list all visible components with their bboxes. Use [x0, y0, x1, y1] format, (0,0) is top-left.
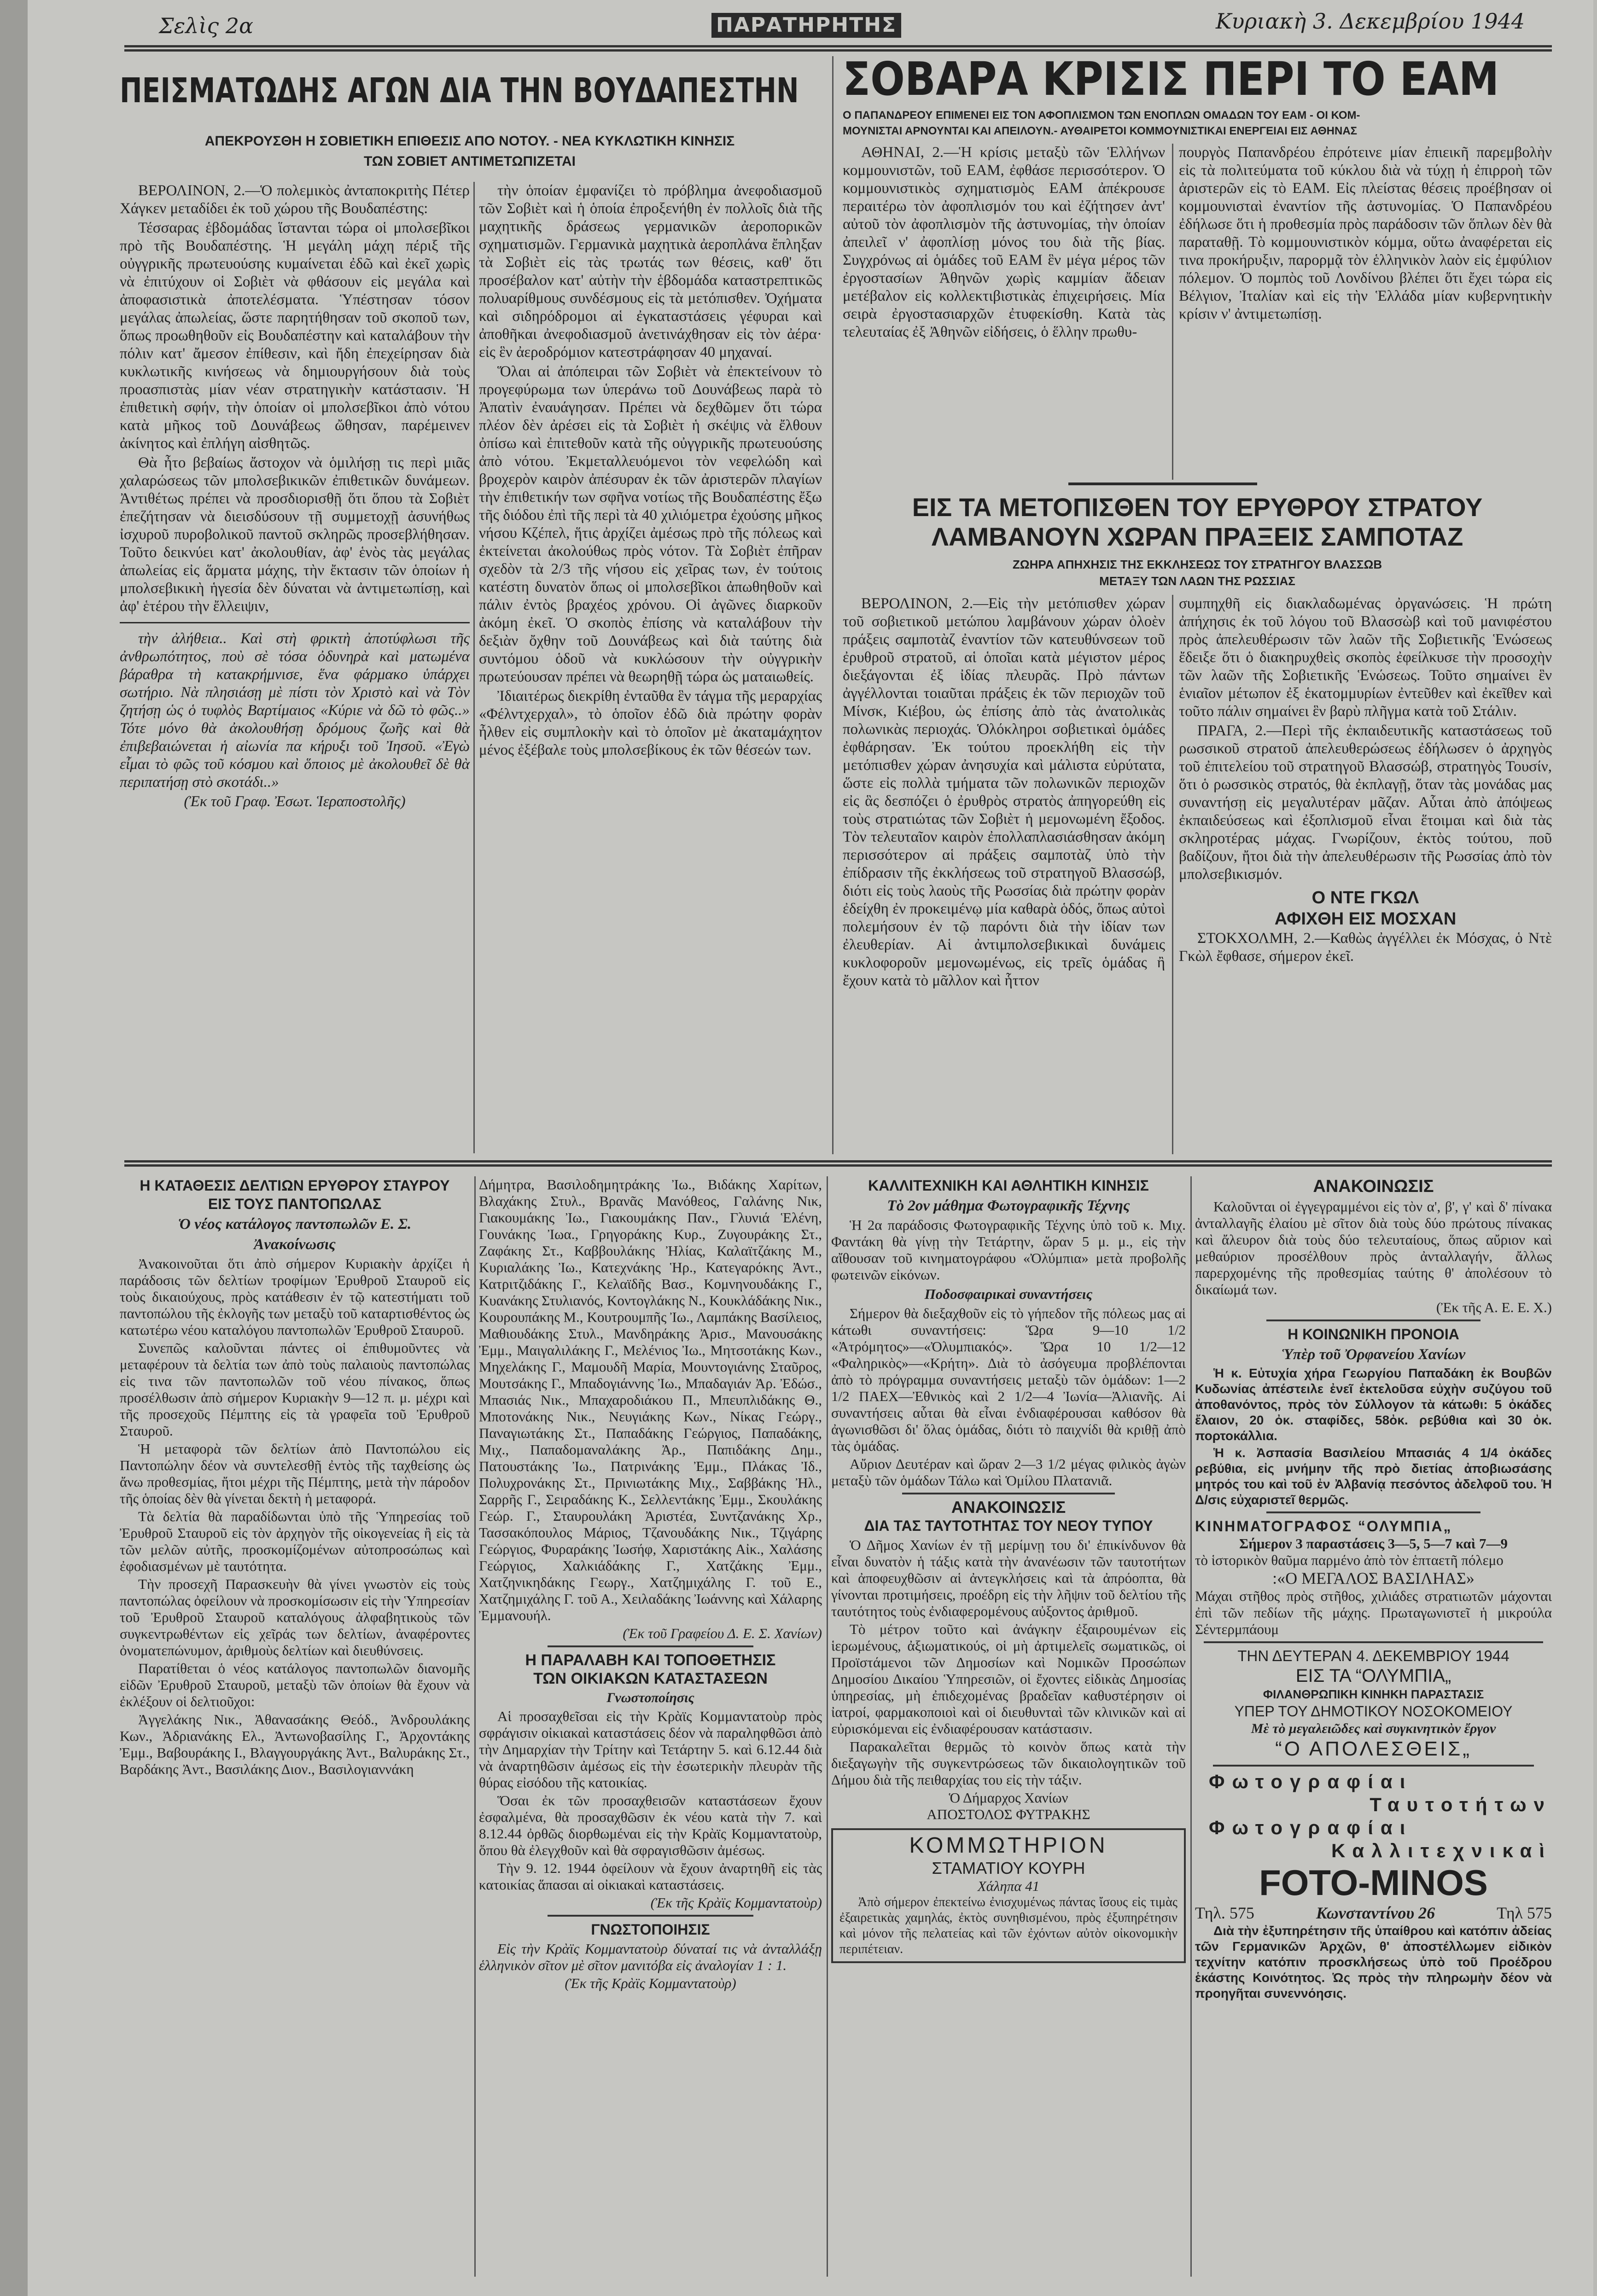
- degaulle-headline: Ο ΝΤΕ ΓΚΩΛ: [1311, 888, 1419, 907]
- eam-column-2: [1179, 144, 1552, 325]
- welfare-kicker: Ὑπὲρ τοῦ Ὀρφανείου Χανίων: [1281, 1346, 1466, 1363]
- eam-column-1: [843, 144, 1165, 343]
- page-number: Σελὶς 2α: [159, 13, 254, 38]
- paragraph: Ἡ κ. Ἀσπασία Βασιλείου Μπασιάς 4 1/4 ὀκάδες ρεβύθια, εἰς μνήμην τῆς πρὸ διετίας ἀποβιωσάσης μητρός του καὶ τοῦ ἐν Ἀλβανίᾳ πεσόντος ἀδελφοῦ του. Ἡ Δ/σις εὐχαριστεῖ θερμῶς.: [1195, 1446, 1552, 1507]
- foto-line: Ταυτοτήτων: [1370, 1794, 1552, 1815]
- houses-headline: Η ΠΑΡΑΛΑΒΗ ΚΑΙ ΤΟΠΟΘΕΤΗΣΙΣ: [525, 1651, 776, 1669]
- sabotage-subhead-line: ΖΩΗΡΑ ΑΠΗΧΗΣΙΣ ΤΗΣ ΕΚΚΛΗΣΕΩΣ ΤΟΥ ΣΤΡΑΤΗΓΟΥ ΒΛΑΣΣΩΒ: [1012, 558, 1382, 571]
- foto-line: Καλλιτεχνικαὶ: [1331, 1840, 1552, 1861]
- paragraph: Αἱ προσαχθεῖσαι εἰς τὴν Κρὰϊς Κομμαντατοὺρ πρὸς σφράγισιν οἰκιακαὶ καταστάσεις δέον νὰ παραληφθῶσι ἀπὸ τὴν Δημαρχίαν τὴν Τρίτην καὶ Τετάρτην 5. καὶ 6.12.44 διὰ νὰ ἀναρτηθῶσιν ἀμέσως εἰς τὴν ἐσωτερικὴν πλευρὰν τῆς θύρας εἰσόδου τῆς κατοικίας.: [479, 1708, 822, 1790]
- foto-address: Κωνσταντίνου 26: [1316, 1904, 1435, 1922]
- welfare-headline: Η ΚΟΙΝΩΝΙΚΗ ΠΡΟΝΟΙΑ: [1288, 1326, 1459, 1343]
- column-rule: [1172, 595, 1173, 1154]
- foto-brand: FOTO-MINOS: [1259, 1862, 1488, 1903]
- paragraph: Καλοῦνται οἱ ἐγγεγραμμένοι εἰς τὸν α', β', γ' καὶ δ' πίνακα ἀνταλλαγῆς ἐλαίου μὲ σῖτον διὰ τοὺς δύο πρώτους πίνακας καὶ ἄλευρον διὰ τοὺς δύο τελευταίους, ὅπως αὔριον καὶ μεθαύριον προσέλθουν πρὸς ἀνταλλαγήν, ἄλλως παρερχομένης τῆς προθεσμίας ταύτης θ' ἀπολέσουν τὸ δικαίωμά των.: [1195, 1198, 1552, 1297]
- divider: [1068, 482, 1257, 485]
- redcross-headline: ΕΙΣ ΤΟΥΣ ΠΑΝΤΟΠΩΛΑΣ: [208, 1196, 382, 1212]
- eam-subhead-line: ΜΟΥΝΙΣΤΑΙ ΑΡΝΟΥΝΤΑΙ ΚΑΙ ΑΠΕΙΛΟΥΝ.- ΑΥΘΑΙΡΕΤΟΙ ΚΟΜΜΟΥΝΙΣΤΙΚΑΙ ΕΝΕΡΓΕΙΑΙ ΕΙΣ ΑΘΗΝΑΣ: [843, 125, 1358, 137]
- foto-text: Διὰ τὴν ἐξυπηρέτησιν τῆς ὑπαίθρου καὶ κατόπιν ἀδείας τῶν Γερμανικῶν Ἀρχῶν, θ' ἀποστέλλωμεν εἰδικὸν τεχνίτην κατόπιν προσκλήσεως ὑπὸ τοῦ Προέδρου ἑκάστης Κοινότητος. Ὡς πρὸς τὴν πληρωμὴν δέον νὰ προηγῆται συνεννόησις.: [1195, 1924, 1552, 2000]
- column-rule: [832, 56, 833, 1154]
- paragraph: Ἰδιαιτέρως διεκρίθη ἐνταῦθα ἓν τάγμα τῆς μεραρχίας «Φέλντχερχαλ», τὸ ὁποῖον ἐδῶ διὰ πρώτην φορὰν ἦλθεν εἰς συμπλοκὴν καὶ τὸ ὁποῖον μὲ ἀκαταμάχητον μένος ἐξέβαλε τοὺς μπολσεβίκους ἐκ τῶν θέσεών των.: [479, 688, 822, 758]
- foto-line: Φωτογραφίαι: [1209, 1817, 1413, 1838]
- eam-subhead: [843, 108, 1552, 139]
- houses-source: (Ἐκ τῆς Κρὰϊς Κομμαντατοὺρ): [650, 1895, 822, 1911]
- budapest-subhead-line: ΤΩΝ ΣΟΒΙΕΤ ΑΝΤΙΜΕΤΩΠΙΖΕΤΑΙ: [364, 154, 576, 169]
- redcross-article: [120, 1176, 470, 1779]
- column-rule: [474, 1176, 476, 2277]
- grocer-list-source: (Ἐκ τοῦ Γραφείου Δ. Ε. Σ. Χανίων): [623, 1625, 822, 1641]
- charity-work-label: Μὲ τὸ μεγαλειῶδες καὶ συγκινητικὸν ἔργον: [1251, 1721, 1496, 1736]
- column-rule: [827, 1176, 828, 2277]
- sabotage-headline-line: ΛΑΜΒΑΝΟΥΝ ΧΩΡΑΝ ΠΡΑΞΕΙΣ ΣΑΜΠΟΤΑΖ: [931, 522, 1463, 551]
- arts-kicker: Τὸ 2ον μάθημα Φωτογραφικῆς Τέχνης: [887, 1197, 1130, 1214]
- sabotage-headline: [843, 493, 1552, 552]
- redcross-headline: Η ΚΑΤΑΘΕΣΙΣ ΔΕΛΤΙΩΝ ΕΡΥΘΡΟΥ ΣΤΑΥΡΟΥ: [140, 1177, 450, 1194]
- charity-event: ΦΙΛΑΝΘΡΩΠΙΚΗ ΚΙΝΗΚΗ ΠΑΡΑΣΤΑΣΙΣ: [1263, 1687, 1484, 1701]
- arts-label: Ποδοσφαιρικαὶ συναντήσεις: [924, 1286, 1093, 1302]
- paragraph: Ἡ κ. Εὐτυχία χήρα Γεωργίου Παπαδάκη ἐκ Βουβῶν Κυδωνίας ἀπέστειλε ἐνεῖ ἐκτελοῦσα εὐχὴν συζύγου τοῦ ἀποθανόντος, πρὸς τὸν Σύλλογον τὰ κάτωθι: 5 ὀκάδες ἔλαιον, 20 ὀκ. σταφίδες, 58ὀκ. ρεβύθια καὶ 30 ὀκ. πορτοκάλλια.: [1195, 1366, 1552, 1443]
- paragraph: Τὴν προσεχῆ Παρασκευὴν θὰ γίνει γνωστὸν εἰς τοὺς παντοπώλας ὀφείλουν νὰ προσκομίσωσιν εἰς τὴν Ὑπηρεσίαν τοῦ Ἐρυθροῦ Σταυροῦ καταλόγους ἀλφαβητικοὺς τῶν συγκεντρωθέντων εἰς χεῖράς των δελτίων, ἀναφέροντες ὀνοματεπώνυμον, ἀριθμοὺς δελτίων καὶ διευθύνσεις.: [120, 1576, 470, 1658]
- ids-headline: ΑΝΑΚΟΙΝΩΣΙΣ: [951, 1498, 1066, 1517]
- notice2-source: (Ἐκ τῆς Κρὰϊς Κομμαντατοὺρ): [565, 1975, 736, 1991]
- paragraph: Ὅλαι αἱ ἀπόπειραι τῶν Σοβιὲτ νὰ ἐπεκτείνουν τὸ προγεφύρωμα των ὑπεράνω τοῦ Δουνάβεως παρὰ τὸ Ἀπατὶν ἐναυάγησαν. Πρέπει νὰ δεχθῶμεν ὅτι τώρα πλέον δὲν ἀρέσει εἰς τὰ Σοβιὲτ ἡ σκέψις νὰ ἔλθουν ὀπίσω καὶ ἐπιτεθοῦν κατὰ τῆς οὐγγρικῆς πρωτευούσης ἀπὸ νότου. Ἐκμεταλλευόμενοι τὸν νεφελώδη καὶ βροχερὸν καιρὸν ἀπέσυραν ἐκ τῶν ἀριστερῶν πλαγίων τὴν ἐπιθετικήν των σφῆνα νοτίως τῆς Βουδαπέστης ἔξω τῆς διόδου ἐπὶ τῆς περὶ τὰ 40 χιλιόμετρα ἐχούσης μῆκος νήσου Κζέπελ, ἥτις ἀρχίζει ἀμέσως πρὸ τῆς πόλεως καὶ ἐκτείνεται ἀκολούθως πρὸς νότον. Τὰ Σοβιὲτ ἐπῆραν σχεδὸν τὰ 2/3 τῆς νήσου εἰς χεῖρας των, ἐν τούτοις κατέστη δυνατὸν ὅπως οἱ μπολσεβῖκοι ἀπωθηθοῦν καὶ πάλιν ἐντὸς βραχέος χρόνου. Οἱ ἀγῶνες διαρκοῦν ἀκόμη ἐκεῖ. Ὁ σκοπὸς ἐπίσης νὰ καταλάβουν τὴν δεξιὰν ὄχθην τοῦ Δουνάβεως καὶ διὰ ταύτης διὰ συντόμου ὁδοῦ νὰ κυκλώσουν τὴν οὐγγρικὴν πρωτεύουσαν πρέπει νὰ θεωρηθῇ τώρα ὡς ματαιωθείς.: [479, 363, 822, 685]
- page-edge: [0, 0, 28, 2296]
- bottom-column-2: [479, 1176, 822, 1992]
- section-rule: [124, 1160, 1552, 1167]
- divider: [902, 1493, 1115, 1494]
- paragraph: ΒΕΡΟΛΙΝΟΝ, 2.—Ὁ πολεμικὸς ἀνταποκριτὴς Πέτερ Χάγκεν μεταδίδει ἐκ τοῦ χώρου τῆς Βουδαπέστης:: [120, 182, 470, 217]
- divider: [1266, 1511, 1480, 1513]
- foto-line: Φωτογραφίαι: [1209, 1771, 1413, 1792]
- notice2-headline: ΓΝΩΣΤΟΠΟΙΗΣΙΣ: [591, 1921, 710, 1938]
- budapest-subhead-line: ΑΠΕΚΡΟΥΣΘΗ Η ΣΟΒΙΕΤΙΚΗ ΕΠΙΘΕΣΙΣ ΑΠΟ ΝΟΤΟΥ. - ΝΕΑ ΚΥΚΛΩΤΙΚΗ ΚΙΝΗΣΙΣ: [204, 134, 735, 149]
- sermon-text: τὴν ἀλήθεια.. Καὶ στὴ φρικτὴ ἀποτύφλωσι τῆς ἀνθρωπότητος, ποὺ σὲ τόσα ὀδυνηρὰ καὶ ματωμένα βάραθρα τὴ κατακρήμνισε, ἕνα φάρμακο ὑπάρχει σωτήριο. Νὰ πλησιάσῃ μὲ πίστι τὸν Χριστὸ καὶ νὰ Τὸν ζητήσῃ ὡς ὁ τυφλὸς Βαρτίμαιος «Κύριε νὰ δῶ τὸ φῶς..» Τότε μόνο θὰ ἀκολουθήσῃ δρόμους ζωῆς καὶ θὰ ἐπιβεβαιώνεται ἡ αἰωνία πα κήρυξι τοῦ Ἰησοῦ. «Ἐγὼ εἶμαι τὸ φῶς τοῦ κόσμου καὶ ὅποιος μὲ ἀκολουθεῖ δὲ θὰ περιπατήσῃ στὸ σκοτάδι..»: [120, 630, 470, 791]
- budapest-subhead: [120, 131, 820, 172]
- eam-headline: ΣΟΒΑΡΑ ΚΡΙΣΙΣ ΠΕΡΙ ΤΟ ΕΑΜ: [843, 52, 1499, 106]
- paragraph: τὴν ὁποίαν ἐμφανίζει τὸ πρόβλημα ἀνεφοδιασμοῦ τῶν Σοβιὲτ καὶ ἡ ὁποία ἐπροξενήθη ἐν πολλοῖς διὰ τῆς μαχητικῆς δράσεως γερμανικῶν ἀεροπορικῶν σχηματισμῶν. Γερμανικὰ μαχητικὰ ἀεροπλάνα ἔπληξαν τὰ Σοβιὲτ εἰς τὰς τρωτάς των θέσεις, καθ' ὅτι προσέβαλον κατ' αὐτὴν τὴν ἑβδομάδα καταστρεπτικῶς πολυαρίθμους συνδέσμους εἰς τὰ μετόπισθεν. Ὀχήματα καὶ σιδηρόδρομοι αἱ ἐγκαταστάσεις γέφυραι καὶ ἀποθῆκαι ἀνεφοδιασμοῦ ἀνετινάχθησαν εἰς τὸν ἀέρα· εἰς ἓν ἀεροδρόμιον κατεστράφησαν 40 μηχαναί.: [479, 182, 822, 360]
- ids-signature: Ὁ Δήμαρχος Χανίων: [949, 1790, 1068, 1806]
- cinema-shows: Σήμερον 3 παραστάσεις 3—5, 5—7 καὶ 7—9: [1239, 1535, 1508, 1552]
- sabotage-subhead-line: ΜΕΤΑΞΥ ΤΩΝ ΛΑΩΝ ΤΗΣ ΡΩΣΣΙΑΣ: [1099, 574, 1295, 588]
- paragraph: ΠΡΑΓΑ, 2.—Περὶ τῆς ἐκπαιδευτικῆς καταστάσεως τοῦ ρωσσικοῦ στρατοῦ ἀπελευθερώσεως ἐδήλωσεν ὁ ἀρχηγὸς τοῦ ἐπιτελείου τοῦ στρατηγοῦ Βλασσώβ, στρατηγὸς Τουσίν, ὅτι ὁ ρωσσικὸς στρατός, θὰ ἐκπλαγῇ, ὅταν τὰς μονάδας μας συναντήσῃ εἰς μεγαλυτέραν μᾶζαν. Αὗται ἀπὸ ἀπόψεως ἐκπαιδεύσεως καὶ ἐξοπλισμοῦ εἶναι ἕτοιμαι καὶ διὰ τὰς σκληροτέρας μάχας. Γνωρίζουν, ἐκτὸς τούτου, ποῦ βαδίζουν, ἤτοι διὰ τὴν ἀπελευθέρωσιν τῆς Ρωσσίας ἀπὸ τὸν μπολσεβικισμόν.: [1179, 722, 1552, 883]
- divider: [1266, 1319, 1480, 1321]
- salon-owner: ΣΤΑΜΑΤΙΟΥ ΚΟΥΡΗ: [932, 1859, 1085, 1877]
- divider: [548, 1915, 753, 1917]
- salon-text: Ἀπὸ σήμερον ἐπεκτείνω ἐνισχυμένως πάντας ἴσους εἰς τιμὰς ἐξαιρετικὰς χαμηλάς, ἐκτὸς συνηθισμένου, πρὸς ἐξυπηρέτησιν καὶ μόνον τῆς πελατείας καὶ τῶν ἐχόντων αὐτὸν οἰκονομικὴν περιπέτειαν.: [839, 1895, 1177, 1956]
- charity-date: ΤΗΝ ΔΕΥΤΕΡΑΝ 4. ΔΕΚΕΜΒΡΙΟΥ 1944: [1237, 1647, 1510, 1664]
- cinema-description: τὸ ἱστορικὸν θαῦμα παρμένο ἀπὸ τὸν ἑπταετῆ πόλεμο: [1195, 1552, 1504, 1568]
- paragraph: Συνεπῶς καλοῦνται πάντες οἱ ἐπιθυμοῦντες νὰ μεταφέρουν τὰ δελτία των ἀπὸ τοὺς παλαιοὺς παντοπώλας εἰς τινα τῶν παντοπωλῶν τοῦ νέου πίνακος, ὅπως προσέλθωσιν ἀπὸ σήμερον Κυριακὴν 9—12 π. μ. μέχρι καὶ τῆς προσεχοῦς Πέμπτης εἰς τὰ γραφεῖα τοῦ Ἐρυθροῦ Σταυροῦ.: [120, 1340, 470, 1439]
- newspaper-title: ΠΑΡΑΤΗΡΗΤΗΣ: [711, 13, 901, 38]
- grocer-list: Δήμητρα, Βασιλοδημητράκης Ἰω., Βιδάκης Χαρίτων, Βλαχάκης Στυλ., Βρανᾶς Μανόθεος, Γαλάνης Νικ, Γιακουμάκης Ἰω., Γιακουμάκης Παν., Γλυνιά Ἑλένη, Γουνάκης Ἰωα., Γρηγοράκης Κυρ., Ζυγουράκης Στ., Ζαφάκης Στ., Καββουλάκης Ἠλίας, Καλαϊτζάκης Μ., Κυριαλάκης Ἰω., Κατεχνάκης Ἡρ., Κατεγαρόκης Ἀντ., Κατριτζιδάκης Γ., Κελαϊδῆς Βασ., Κομνηνουδάκης Γ., Κυανάκης Στυλιανός, Κοντογλάκης Ν., Κουκλάδάκης Νικ., Κουρουπάκης Μ., Κουτρουμπῆς Ἰω., Λαμπάκης Βασίλειος, Μαθιουδάκης Στυλ., Μανδηράκης Ἀρισ., Μανουσάκης Ἐμμ., Μαιγαλιλάκης Γ., Μελένιος Ἰω., Μητσοτάκης Κων., Μηχελάκης Γ., Μαμουδῆ Μαρία, Μουντογιάνης Σταῦρος, Μουτσάκης Γ., Μπαδογιάννης Ἰω., Μπαδαγιάν Ἀρ. Ἐδώσ., Μπασιάς Νικ., Μπαχαροδιάκου Π., Μπευπλιδάκης Θ., Μποτονάκης Νικ., Νευγιάκης Κων., Νίκας Γεώργ., Παναγιωτάκης Στ., Παπαδάκης Γεώργιος, Παπαδάκης, Μιχ., Παπαδομαναλάκης Ἀρ., Παπιδάκης Δημ., Πατουστάκης Ἰω., Πατρινάκης Ἐμμ., Πλάκας Ἰδ., Πολυχρονάκης Στ., Πρινιωτάκης Μιχ., Σαββάκης Ἠλ., Σαρρῆς Γ., Σειραδάκης Κ., Σελλεντάκης Ἐμμ., Σκουλάκης Γεώρ. Γ., Σταυρουλάκη Ἀριστέα, Συντζανάκης Χρ., Τασσακόπουλος Μάριος, Τζανουδάκης Νικ., Τζιγάρης Γεώργιος, Φυραράκης Ἰωσήφ, Χαριστάκης Αἰκ., Χαλάσης Γεώργιος, Χαλκιάδάκης Γ., Χατζάκης Ἐμμ., Χατζηνικηδάκης Γεωργ., Χατζημιχάλης Γ. τοῦ Ε., Χατζημιχάλης Γ. τοῦ Α., Χειλαδάκης Ἰωάννης καὶ Χάλαρης Ἐμμανουήλ.: [479, 1176, 822, 1623]
- paragraph: Σήμερον θὰ διεξαχθοῦν εἰς τὸ γήπεδον τῆς πόλεως μας αἱ κάτωθι συναντήσεις: Ὥρα 9—10 1/2 «Ἀτρόμητος»—«Ὀλυμπιακός». Ὥρα 10 1/2—12 «Φαληρικὸς»—«Κρήτη». Διὰ τὸ ἀσόγευμα προβλέπονται ἀπὸ τὸ πρόγραμμα συναντήσεις μεταξὺ τῶν ὁμάδων: 1—2 1/2 ΠΑΕΧ—Ἐθνικὸς καὶ 2 1/2—4 Ἰωνία—Ἀλιανῆς. Αἱ συναντήσεις αὗται θὰ εἶναι ἐνδιαφέρουσαι καθόσον θὰ ἀγωνισθῶσι δι' ὅλας ὁμάδας, διότι τὸ παιχνίδι θὰ κριθῇ ἀπὸ τὰς ὁμάδας.: [831, 1305, 1186, 1454]
- sermon-source: (Ἐκ τοῦ Γραφ. Ἐσωτ. Ἱεραποστολῆς): [184, 793, 406, 810]
- column-rule: [1190, 1176, 1192, 2277]
- masthead-rule: [124, 45, 1552, 52]
- degaulle-headline: ΑΦΙΧΘΗ ΕΙΣ ΜΟΣΧΑΝ: [1274, 909, 1457, 929]
- cinema-film: :«Ο ΜΕΓΑΛΟΣ ΒΑΣΙΛΗΑΣ»: [1272, 1569, 1475, 1587]
- eam-subhead-line: Ο ΠΑΠΑΝΔΡΕΟΥ ΕΠΙΜΕΝΕΙ ΕΙΣ ΤΟΝ ΑΦΟΠΛΙΣΜΟΝ ΤΩΝ ΕΝΟΠΛΩΝ ΟΜΑΔΩΝ ΤΟΥ ΕΑΜ - ΟΙ ΚΟΜ-: [843, 109, 1360, 122]
- budapest-headline: ΠΕΙΣΜΑΤΩΔΗΣ ΑΓΩΝ ΔΙΑ ΤΗΝ ΒΟΥΔΑΠΕΣΤΗΝ: [120, 70, 799, 110]
- redcross-label: Ἀνακοίνωσις: [254, 1236, 336, 1253]
- sabotage-column-1: [843, 595, 1165, 991]
- sermon-excerpt: [120, 630, 470, 811]
- paragraph: Παρατίθεται ὁ νέος κατάλογος παντοπωλῶν διανομῆς εἰδῶν Ἐρυθροῦ Σταυροῦ, μεταξὺ τῶν ὁποίων θὰ ἔχουν νὰ ἐκλέξουν οἱ δελτιοῦχοι:: [120, 1660, 470, 1709]
- foto-phone: Τηλ. 575: [1195, 1904, 1254, 1922]
- paragraph: πουργὸς Παπανδρέου ἐπρότεινε μίαν ἐπιεικῆ παρεμβολὴν εἰς τὰ πολιτεύματα τοῦ κύκλου διὰ νὰ τύχῃ ἡ ἐπιρροὴ τῶν ἀριστερῶν εἰς τὸ ΕΑΜ. Εἰς πλείστας θέσεις προέβησαν οἱ κομμουνισταὶ ἐναντίον τῆς ἀστυνομίας. Ὁ Παπανδρέου ἐδήλωσε ὅτι ἡ προθεσμία πρὸς παράδοσιν τῶν ὅπλων δὲν θὰ παραταθῇ. Τὸ κομμουνιστικὸν κόμμα, οὕτω ἀναφέρεται εἰς τινα προκήρυξιν, παρορμᾷ τὸν ἑλληνικὸν λαὸν εἰς ἐμφύλιον πόλεμον. Ὁ πομπὸς τοῦ Λονδίνου βλέπει ὅτι ἔχει τώρα εἰς Βέλγιον, Ἰταλίαν καὶ εἰς τὴν Ἑλλάδα μίαν κυβερνητικὴν κρίσιν ν' ἀντιμετωπίσῃ.: [1179, 144, 1552, 322]
- degaulle-article: [1179, 887, 1552, 965]
- paragraph: Ἡ 2α παράδοσις Φωτογραφικῆς Τέχνης ὑπὸ τοῦ κ. Μιχ. Φαντάκη θὰ γίνῃ τὴν Τετάρτην, ὥραν 5 μ. μ., εἰς τὴν αἴθουσαν τοῦ κινηματογράφου «Ὀλύμπια» μετὰ προβολῆς φωτεινῶν εἰκόνων.: [831, 1217, 1186, 1283]
- announcements-source: (Ἐκ τῆς Α. Ε. Ε. Χ.): [1436, 1299, 1552, 1315]
- paragraph: Τὸ μέτρον τοῦτο καὶ ἀνάγκην ἐξαιρουμένων εἰς ἱερωμένους, ἀξιωματικούς, οἱ μὴ ἀρτιμελεῖς σωματικῶς, οἱ Προϊστάμενοι τῶν Δημοσίων καὶ Νομικῶν Προσώπων Δημοσίου Δικαίου Ὑπηρεσιῶν, οἱ ἔχοντες εἰδικὰς Δημοσίας ὑπηρεσίας, μὴ ἐπιδεχομένας βραδεῖαν καθυστέρησιν οἱ ἰατροί, φαρμακοποιοὶ καὶ οἱ διευθυνταὶ τῶν κλινικῶν καὶ αἱ εὐρισκόμεναι εἰς ἐνδιαφέρουσαν κατάστασιν.: [831, 1621, 1186, 1737]
- bottom-column-3: [831, 1176, 1186, 1963]
- paragraph: Αὔριον Δευτέραν καὶ ὥραν 2—3 1/2 μέγας φιλικὸς ἀγὼν μεταξὺ τῶν ὁμάδων Τάλω καὶ Ὁμίλου Πλατανιᾶ.: [831, 1456, 1186, 1488]
- budapest-column-2: [479, 182, 822, 761]
- paragraph: Ἀνακοινοῦται ὅτι ἀπὸ σήμερον Κυριακὴν ἀρχίζει ἡ παράδοσις τῶν δελτίων τροφίμων Ἐρυθροῦ Σταυροῦ εἰς τοὺς δικαιούχους, πρὸς κατάθεσιν ἐν τῷ κατεστήματι τοῦ παντοπώλου τῆς ἐκλογῆς των μεταξὺ τοῦ καταρτισθέντος ὡς κατωτέρω νέου καταλόγου παντοπωλῶν Ἐρυθροῦ Σταυροῦ.: [120, 1256, 470, 1338]
- sabotage-headline-line: ΕΙΣ ΤΑ ΜΕΤΟΠΙΣΘΕΝ ΤΟΥ ΕΡΥΘΡΟΥ ΣΤΡΑΤΟΥ: [912, 493, 1483, 522]
- degaulle-text: ΣΤΟΚΧΟΛΜΗ, 2.—Καθὼς ἀγγέλλει ἐκ Μόσχας, ὁ Ντὲ Γκὼλ ἔφθασε, σήμερον ἐκεῖ.: [1179, 930, 1552, 965]
- divider: [1213, 1765, 1534, 1767]
- column-rule: [1172, 144, 1173, 480]
- sabotage-column-2: [1179, 595, 1552, 967]
- paragraph: Τὴν 9. 12. 1944 ὀφείλουν νὰ ἔχουν ἀναρτηθῆ εἰς τὰς κατοικίας ἅπασαι αἱ οἰκιακαὶ καταστάσεις.: [479, 1860, 822, 1893]
- salon-address: Χάληπα 41: [977, 1878, 1040, 1894]
- foto-phone: Τηλ 575: [1497, 1904, 1552, 1922]
- cinema-description-2: Μάχαι στῆθος πρὸς στῆθος, χιλιάδες στρατιωτῶν μάχονται ἐπὶ τῶν πεδίων τῆς μάχης. Πρωταγωνιστεῖ ἡ μικρούλα Σέντερμπάουμ: [1195, 1588, 1552, 1637]
- announcements-headline: ΑΝΑΚΟΙΝΩΣΙΣ: [1313, 1177, 1434, 1196]
- sabotage-subhead: [843, 556, 1552, 589]
- bottom-column-4: [1195, 1176, 1552, 2003]
- cinema-headline: ΚΙΝΗΜΑΤΟΓΡΑΦΟΣ “ΟΛΥΜΠΙΑ„: [1195, 1518, 1452, 1535]
- divider: [1204, 1641, 1543, 1643]
- paragraph: Τέσσαρας ἑβδομάδας ἵστανται τώρα οἱ μπολσεβῖκοι πρὸ τῆς Βουδαπέστης. Ἡ μεγάλη μάχη πέριξ τῆς οὐγγρικῆς πρωτευούσης κυμαίνεται ἐδῶ καὶ ἐκεῖ χωρὶς νὰ ἐπιτύχουν οἱ Σοβιὲτ νὰ φθάσουν εἰς μεγάλα καὶ ἀποφασιστικὰ ἀποτελέσματα. Ὑπέστησαν τόσον μεγάλας ἀπωλείας, ὥστε παρητήθησαν τοῦ σκοποῦ των, ὅπως προωθηθοῦν εἰς Βουδαπέστην καὶ καταλάβουν τὴν πόλιν κατ' ἄμεσον ἐπίθεσιν, καὶ ἤδη ἐπεχείρησαν διὰ κυκλωτικῆς κινήσεως νὰ δημιουργήσουν διὰ τοὺς προασπιστὰς μίαν νέαν στρατηγικὴν κατάστασιν. Ἡ ἐπιθετικὴ σφήν, τὴν ὁποίαν οἱ μπολσεβῖκοι ἀπὸ νότου κατὰ μῆκος τοῦ Δουνάβεως ὤθησαν, παρέμεινεν ἀκίνητος καὶ ἐπλήγη αἰσθητῶς.: [120, 220, 470, 452]
- paragraph: Ἀγγελάκης Νικ., Ἀθανασάκης Θεόδ., Ἀνδρουλάκης Κων., Ἀδριανάκης Ελ., Ἀντωνοβασίλης Γ., Ἀρχοντάκης Ἐμμ., Βαβουράκης Ι., Βλαγγουργάκης Ἀντ., Βαλυράκης Στ., Βαρδάκης Ἀντ., Βασιλάκης Διον., Βασιλογιαννάκη: [120, 1711, 470, 1777]
- paragraph: Θὰ ἦτο βεβαίως ἄστοχον νὰ ὁμιλήσῃ τις περὶ μιᾶς χαλαρώσεως τῶν μπολσεβικικῶν ἐπιθετικῶν δυνάμεων. Ἀντιθέτως πρέπει νὰ προσδιορισθῇ ὅτι ὅπου τὰ Σοβιὲτ ἐπεζήτησαν νὰ διεισδύσουν τῇ συμμετοχῇ ἀσυνήθως ἰσχυροῦ πυροβολικοῦ παντοῦ σκληρῶς προσεβλήθησαν. Τοῦτο δεικνύει κατ' ἀκολουθίαν, ἀφ' ἑνὸς τὰς μεγάλας ἀπωλείας εἰς ἅρματα μάχης, τὴν ἔκτασιν τῶν ὁποίων ἡ μπολσεβικικὴ ἡγεσία δὲν δύναται νὰ ἀντιμετωπίσῃ, καὶ ἀφ' ἑτέρου τὴν ἔλλειψιν,: [120, 454, 470, 615]
- paragraph: ΒΕΡΟΛΙΝΟΝ, 2.—Εἰς τὴν μετόπισθεν χώραν τοῦ σοβιετικοῦ μετώπου λαμβάνουν χώραν ὁλοὲν πράξεις σαμποτὰζ ἐναντίον τῶν κατευθύνσεων τοῦ ἐρυθροῦ στρατοῦ, αἱ ὁποῖαι κατὰ μέγιστον μέρος διεξάγονται ἐξ ἰδίας πλευρᾶς. Πρὸ πάντων ἀγγέλλονται τοιαῦται πράξεις ἐκ τῶν περιοχῶν τοῦ Μίνσκ, Κιέβου, ὡς ἐπίσης ἀπὸ τὰς ἀνατολικὰς πολωνικὰς περιοχάς. Ὁλόκληροι σοβιετικαὶ ὁμάδες ἐφθάρησαν. Ἐκ τούτου προεκλήθη εἰς τὴν μετόπισθεν χώραν ἀνησυχία καὶ μάλιστα εὐρύτατα, ὥστε εἰς πολλὰ τμήματα τῶν πολωνικῶν περιοχῶν εἰς ἃς δεσπόζει ὁ ἐρυθρὸς στρατὸς ἀπηγορεύθη εἰς τοὺς στρατιώτας τῶν Σοβιὲτ ἡ μεμονωμένη ἔξοδος. Τὸν τελευταῖον καιρὸν ἐπολλαπλασιάσθησαν ἀκόμη περισσότερον αἱ πράξεις σαμποτὰζ ὑπὸ τὴν ἐπίδρασιν τῆς ἐκκλήσεως τοῦ στρατηγοῦ Βλασσώβ, διότι εἰς τοὺς λαοὺς τῆς Ρωσσίας διὰ πρώτην φορὰν ἐδείχθη ἐν προκειμένῳ μία καθαρὰ ὁδός, ὅπως αὐτοὶ πολεμήσουν ἐν τῷ παρόντι διὰ τὴν ἰδίαν των ἐλευθερίαν. Αἱ ἀντιμπολσεβικικαὶ δυνάμεις κυκλοφοροῦν μεμονωμένως, εἰς τρεῖς ὁμάδας ἢ ἔχουν κατὰ τὸ μᾶλλον καὶ ἧττον: [843, 595, 1165, 989]
- paragraph: Ἡ μεταφορὰ τῶν δελτίων ἀπὸ Παντοπώλου εἰς Παντοπώλην δέον νὰ συντελεσθῇ ἐντὸς τῆς ταχθείσης ὡς ἄνω προθεσμίας, ἤτοι μέχρι τῆς Πέμπτης, μετὰ τὴν πάροδον τῆς ὁποίας δὲν θὰ γίνεται δεκτὴ ἡ μεταφορά.: [120, 1441, 470, 1506]
- houses-label: Γνωστοποίησις: [606, 1690, 694, 1705]
- paragraph: Ὅσαι ἐκ τῶν προσαχθεισῶν καταστάσεων ἔχουν ἐσφαλμένα, θὰ προσαχθῶσιν ἐκ νέου κατὰ τὴν 7. καὶ 8.12.44 ὀρθῶς διορθωμέναι εἰς τὴν Κρὰϊς Κομμαντατοὺρ, ὅπου θὰ ἐλεγχθοῦν καὶ θὰ σφραγισθῶσιν ἀμέσως.: [479, 1792, 822, 1858]
- ids-signature-name: ΑΠΟΣΤΟΛΟΣ ΦΥΤΡΑΚΗΣ: [927, 1806, 1090, 1822]
- arts-headline: ΚΑΛΛΙΤΕΧΝΙΚΗ ΚΑΙ ΑΘΛΗΤΙΚΗ ΚΙΝΗΣΙΣ: [868, 1177, 1149, 1194]
- divider: [548, 1645, 753, 1647]
- paragraph: Τὰ δελτία θὰ παραδίδωνται ὑπὸ τῆς Ὑπηρεσίας τοῦ Ἐρυθροῦ Σταυροῦ εἰς τὸν ἀρχηγὸν τῆς οἰκογενείας ἢ εἰς τὰ τῶν μελῶν αὐτῆς, προσκομίζομένων αὐτοπροσώπως καὶ ἐφοδιασμένων μὲ ταυτότητα.: [120, 1508, 470, 1574]
- charity-venue: ΕΙΣ ΤΑ “ΟΛΥΜΠΙΑ„: [1295, 1666, 1451, 1686]
- notice2-text: Εἰς τὴν Κρὰϊς Κομμαντατοὺρ δύναταί τις νὰ ἀνταλλάξῃ ἑλληνικὸν σῖτον μὲ σῖτον μανιτόβα εἰς ἀναλογίαν 1 : 1.: [479, 1941, 822, 1973]
- paragraph: Ὁ Δῆμος Χανίων ἐν τῇ μερίμνῃ του δι' ἐπικίνδυνον θὰ εἶναι δυνατὸν ἡ τάξις κατὰ τὴν ἀνανέωσιν τῶν ταυτοτήτων καὶ ἀποφευχθῶσιν αἱ ἀντεγκλήσεις καὶ τὰ ἀπρόοπτα, θὰ γίνονται προτιμήσεις, προέδρη εἰς τὴν λῆψιν τοῦ δελτίου τῆς ταυτότητος τοὺς ἐνδιαφερομένους αὐξοντος ἀριθμοῦ.: [831, 1537, 1186, 1619]
- ids-subheadline: ΔΙΑ ΤΑΣ ΤΑΥΤΟΤΗΤΑΣ ΤΟΥ ΝΕΟΥ ΤΥΠΟΥ: [864, 1517, 1153, 1534]
- charity-play: “Ο ΑΠΟΛΕΣΘΕΙΣ„: [1275, 1738, 1472, 1760]
- houses-headline: ΤΩΝ ΟΙΚΙΑΚΩΝ ΚΑΤΑΣΤΑΣΕΩΝ: [533, 1670, 768, 1687]
- foto-contact: [1195, 1903, 1552, 1923]
- charity-cause: ΥΠΕΡ ΤΟΥ ΔΗΜΟΤΙΚΟΥ ΝΟΣΟΚΟΜΕΙΟΥ: [1234, 1703, 1513, 1720]
- budapest-column-1: [120, 182, 470, 811]
- redcross-kicker: Ὁ νέος κατάλογος παντοπωλῶν Ε. Σ.: [178, 1216, 412, 1232]
- paragraph: Παρακαλεῖται θερμῶς τὸ κοινὸν ὅπως κατὰ τὴν διεξαγωγὴν τῆς συγκεντρώσεως τῶν δικαιολογητικῶν τοῦ Δήμου διὰ τῆς πειθαρχίας του εἰς τὴν τάξιν.: [831, 1738, 1186, 1788]
- salon-title: ΚΟΜΜΩΤΗΡΙΟΝ: [909, 1833, 1108, 1858]
- paragraph: ΑΘΗΝΑΙ, 2.—Ἡ κρίσις μεταξὺ τῶν Ἑλλήνων κομμουνιστῶν, τοῦ ΕΑΜ, ἐφθάσε περισσότερον. Ὁ κομμουνιστικὸς σχηματισμὸς ΕΑΜ ἀπέκρουσε περαιτέρω τὸν ἀφοπλισμόν του καὶ ἐζήτησεν ἀντ' αὐτοῦ τὸν ἀφοπλισμὸν τῆς ἀστυνομίας, τὴν ὁποίαν ἀπειλεῖ ν' ἀφοπλίσῃ μόνος του διὰ τῆς βίας. Συγχρόνως αἱ ὁμάδες τοῦ ΕΑΜ ἓν μέγα μέρος τῶν ἐργοστασίων Ἀθηνῶν χωρὶς καμμίαν ἄδειαν μετέβαλον εἰς κολλεκτιβιστικὰς ἐπιχειρήσεις. Μία σειρὰ ἐργοστασιαρχῶν ἐτυφεκίσθη. Κατὰ τὰς τελευταίας ἐξ Ἀθηνῶν εἰδήσεις, ὁ ἕλλην πρωθυ-: [843, 144, 1165, 340]
- paragraph: συμπηχθῆ εἰς διακλαδωμένας ὀργανώσεις. Ἡ πρώτη ἀπήχησις ἐκ τοῦ λόγου τοῦ Βλασσὼβ καὶ τοῦ μανιφέστου πρὸς ἀπελευθέρωσιν τῶν λαῶν τῆς Σοβιετικῆς Ἑνώσεως ἔδειξε ὅτι ὁ διακηρυχθεὶς σκοπὸς ἐφείλκυσε τὴν προσοχὴν τῶν λαῶν τῆς Σοβιετικῆς Ἑνώσεως. Τοῦτο σημαίνει ἓν ἑνιαῖον μέτωπον ἐξ ἑκατομμυρίων ἐντεῦθεν καὶ ἐκεῖθεν καὶ τοῦτο πάλιν σημαίνει ἓν βαρὺ πλῆγμα κατὰ τοῦ Στάλιν.: [1179, 595, 1552, 720]
- divider: [120, 622, 470, 623]
- column-rule: [473, 182, 475, 1153]
- issue-date: Κυριακὴ 3. Δεκεμβρίου 1944: [1216, 9, 1525, 34]
